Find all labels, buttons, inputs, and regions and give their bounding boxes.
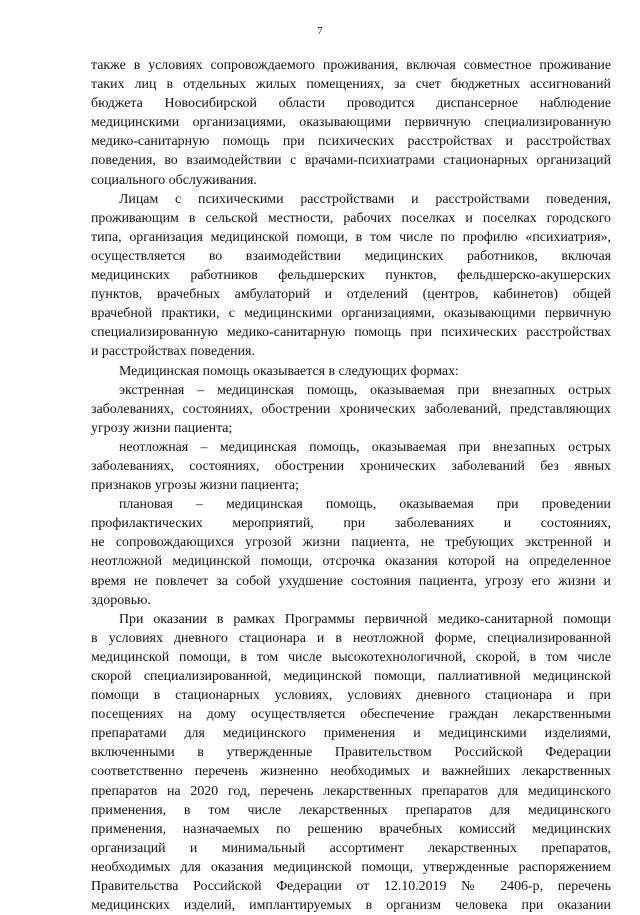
- text-line: препаратов на 2020 год, перечень лекарственных препаратов для медицинского: [91, 783, 611, 799]
- text-line: посещениях на дому осуществляется обеспечение граждан лекарственными: [91, 707, 611, 723]
- text-line: проживающим в сельской местности, рабочих поселках и поселках городского: [91, 210, 611, 226]
- text-line: неотложная – медицинская помощь, оказываемая при внезапных острых: [119, 439, 611, 455]
- text-line: в условиях дневного стационара и в неотложной форме, специализированной: [91, 630, 611, 646]
- text-line: время не повлечет за собой ухудшение состояния пациента, угрозу его жизни и: [91, 573, 611, 589]
- text-line: заболеваниях, состояниях, обострении хронических заболеваний, представляющих: [91, 401, 611, 417]
- text-line: организаций и минимальный ассортимент лекарственных препаратов,: [91, 840, 611, 856]
- text-line: медицинскими организациями, оказывающими первичную специализированную: [91, 115, 611, 131]
- text-line: помощи в стационарных условиях, условиях дневного стационара и при: [91, 688, 611, 704]
- text-line: Правительства Российской Федерации от 12.10.2019 № 2406-р, перечень: [91, 879, 611, 895]
- text-line: медицинских изделий, имплантируемых в организм человека при оказании: [91, 898, 611, 914]
- text-line: применения, назначаемых по решению врачебных комиссий медицинских: [91, 821, 611, 837]
- text-line: бюджета Новосибирской области проводится диспансерное наблюдение: [91, 96, 611, 112]
- text-line: таких лиц в отдельных жилых помещениях, за счет бюджетных ассигнований: [91, 77, 611, 93]
- text-line: врачебной практики, с медицинскими организациями, оказывающими первичную: [91, 306, 611, 322]
- text-line: осуществляется во взаимодействии медицинских работников, включая: [91, 248, 611, 264]
- text-line: скорой специализированной, медицинской помощи, паллиативной медицинской: [91, 669, 611, 684]
- text-line: поведения, во взаимодействии с врачами-психиатрами стационарных организаций: [91, 153, 611, 169]
- text-line: медицинских работников фельдшерских пунктов, фельдшерско-акушерских: [91, 268, 611, 284]
- text-line: типа, организация медицинской помощи, в том числе по профилю «психиатрия»,: [91, 229, 611, 245]
- text-line: препаратами для медицинского применения и медицинскими изделиями,: [91, 726, 611, 742]
- text-line: профилактических мероприятий, при заболеваниях и состояниях,: [91, 516, 611, 532]
- text-line: Лицам с психическими расстройствами и расстройствами поведения,: [119, 191, 611, 207]
- text-line: применения, в том числе лекарственных препаратов для медицинского: [91, 802, 611, 818]
- text-line: включенными в утвержденные Правительством Российской Федерации: [91, 745, 611, 761]
- text-line: экстренная – медицинская помощь, оказываемая при внезапных острых: [119, 382, 611, 398]
- text-line: угрозу жизни пациента;: [91, 420, 233, 436]
- text-line: необходимых для оказания медицинской помощи, утвержденные распоряжением: [91, 859, 611, 875]
- text-line: заболеваниях, состояниях, обострении хронических заболеваний без явных: [91, 458, 611, 474]
- text-line: и расстройствах поведения.: [91, 344, 255, 360]
- text-line: не сопровождающихся угрозой жизни пациента, не требующих экстренной и: [91, 535, 611, 551]
- text-line: плановая – медицинская помощь, оказываемая при проведении: [119, 497, 611, 513]
- text-line: признаков угрозы жизни пациента;: [91, 478, 299, 494]
- text-line: неотложной медицинской помощи, отсрочка оказания которой на определенное: [91, 554, 611, 570]
- text-line: медицинской помощи, в том числе высокотехнологичной, скорой, в том числе: [91, 649, 611, 665]
- text-line: медико-санитарную помощь при психических расстройствах и расстройствах: [91, 134, 611, 150]
- text-line: При оказании в рамках Программы первичной медико-санитарной помощи: [119, 611, 611, 627]
- text-line: пунктов, врачебных амбулаторий и отделений (центров, кабинетов) общей: [91, 287, 611, 303]
- page-number: 7: [317, 25, 323, 37]
- text-line: здоровью.: [91, 592, 151, 608]
- document-body: [91, 56, 611, 915]
- text-line: также в условиях сопровождаемого проживания, включая совместное проживание: [91, 58, 611, 73]
- text-line: Медицинская помощь оказывается в следующих формах:: [119, 363, 459, 379]
- text-line: специализированную медико-санитарную помощь при психических расстройствах: [91, 325, 611, 341]
- text-line: соответственно перечень жизненно необходимых и важнейших лекарственных: [91, 764, 611, 780]
- text-line: социального обслуживания.: [91, 172, 257, 188]
